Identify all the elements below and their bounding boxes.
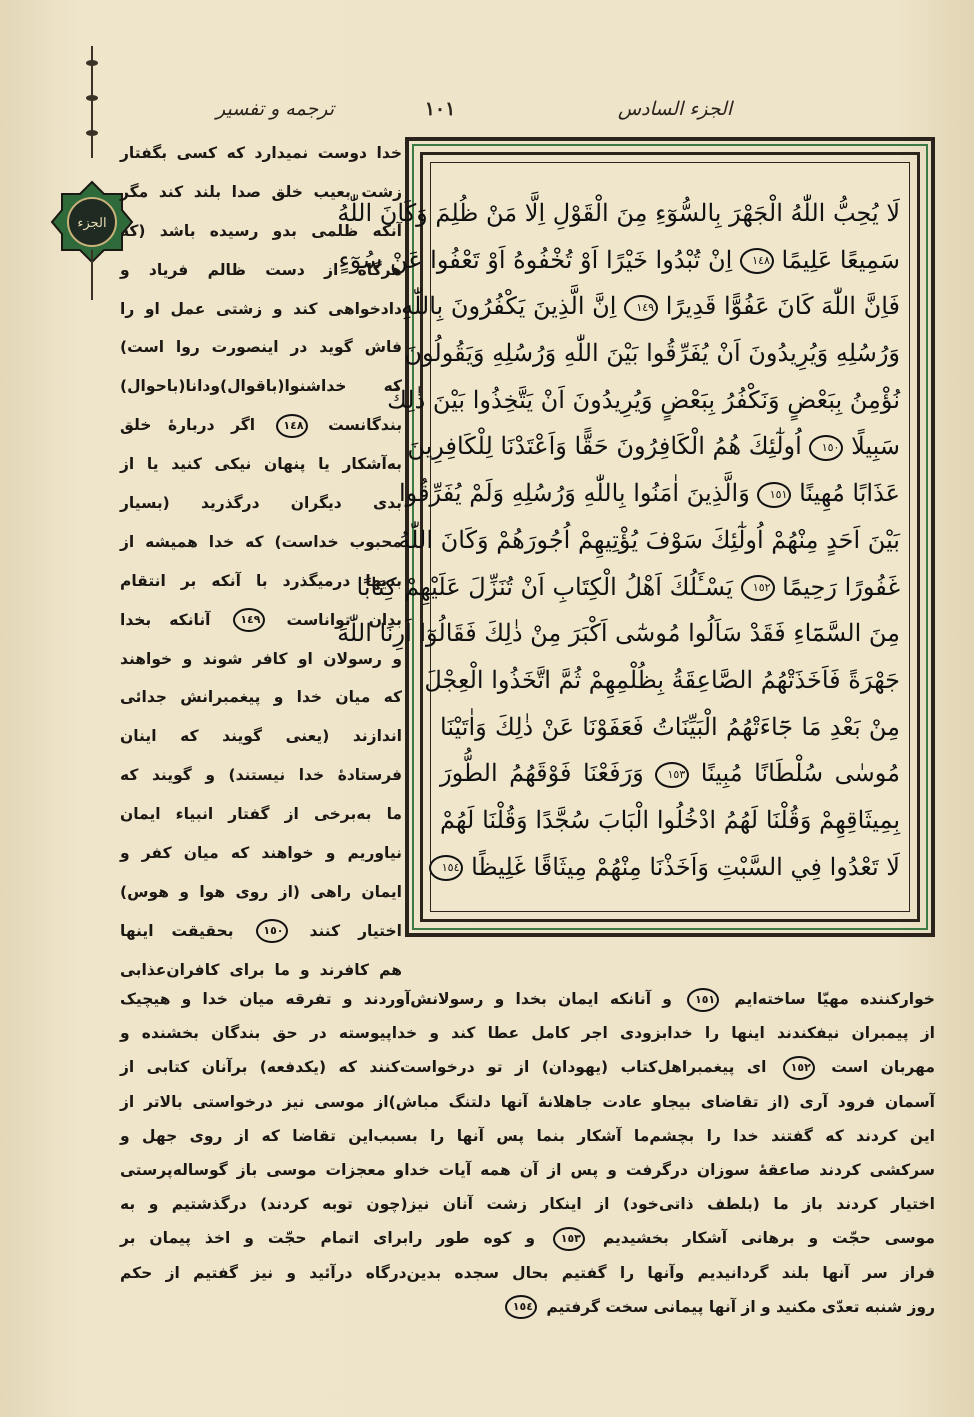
bottom-line xyxy=(120,1153,935,1187)
verse-number-marker: ١٥١ xyxy=(757,482,791,508)
column-line xyxy=(120,601,402,640)
column-line xyxy=(120,134,402,173)
column-line xyxy=(120,678,402,717)
text-segment: مهربان است xyxy=(831,1058,935,1077)
text-segment: اختیار کردند باز ما (بلطف ذاتی‌خود) از اینکار زشت آنان نیز(چون توبه کردند) درگذشتیم و به xyxy=(120,1195,935,1214)
verse-number-marker: ١٥٢ xyxy=(741,575,775,601)
verse-number-marker: ١٤٨ xyxy=(740,248,774,274)
column-line xyxy=(120,834,402,873)
text-segment: سَبِيلًا xyxy=(851,432,900,461)
text-segment: بدان تواناست xyxy=(286,610,403,629)
ornament-stem-bottom xyxy=(91,250,93,300)
text-segment: و آنانکه ایمان بخدا و رسولانش‌آوردند و تفرقه میان خدا و هیچیک xyxy=(120,990,672,1008)
text-segment: بِمِيثَاقِهِمْ وَقُلْنَا لَهُمُ ادْخُلُوا الْبَابَ سُجَّدًا وَقُلْنَا لَهُمْ xyxy=(440,805,900,834)
text-segment: وَرَفَعْنَا فَوْقَهُمُ الطُّورَ xyxy=(440,759,644,788)
verse-number-marker: ١٤٨ xyxy=(276,414,308,438)
text-segment: خدا دوست نمیدارد که کسی بگفتار xyxy=(120,144,402,162)
text-segment: روز شنبه تعدّی مکنید و از آنها پیمانی سخت گرفتیم xyxy=(546,1297,935,1316)
column-line xyxy=(120,873,402,912)
text-segment: بَيْنَ اَحَدٍ مِنْهُمْ اُولٰٓئِكَ سَوْفَ يُؤْتِيهِمْ اُجُورَهُمْ وَكَانَ اللّٰهُ xyxy=(398,525,900,554)
arabic-line xyxy=(440,797,900,844)
text-segment: يَسْـَٔلُكَ اَهْلُ الْكِتَابِ اَنْ تُنَزِّلَ عَلَيْهِمْ كِتَابًا xyxy=(356,572,733,601)
text-segment: سرکشی کردند صاعقهٔ سوزان درگرفت و پس از آن همه آیات خداو معجزات موسی باز گوساله‌پرستی xyxy=(120,1160,935,1179)
text-segment: بحقیقت اینها xyxy=(120,921,234,940)
text-segment: آنانکه بخدا xyxy=(120,610,211,629)
arabic-line xyxy=(356,564,900,611)
verse-number-marker: ١٥٤ xyxy=(429,855,463,881)
text-segment: و رسولان او کافر شوند و خواهند xyxy=(120,649,402,668)
text-segment: اِنْ تُبْدُوا خَيْرًا اَوْ تُخْفُوهُ اَوْ تَعْفُوا عَنْ سُوٓءٍ xyxy=(338,245,733,274)
text-segment: خوارکننده مهیّا ساخته‌ایم xyxy=(734,990,935,1008)
verse-number-marker: ١٥٢ xyxy=(783,1056,815,1080)
column-line xyxy=(120,523,402,562)
column-line xyxy=(120,173,402,212)
text-segment: بندگانست xyxy=(328,416,403,435)
bottom-line xyxy=(120,1016,935,1050)
column-line xyxy=(120,562,402,601)
text-segment: غَفُورًا رَحِيمًا xyxy=(782,572,900,601)
text-segment: فراز سر آنها بلند گردانیدیم وآنها را گفتیم بحال سجده بدین‌درگاه درآئید و نیز گفتیم از حکم xyxy=(120,1263,935,1282)
text-segment: آنکه ظلمی بدو رسیده باشد (که xyxy=(120,221,402,240)
text-segment: از پیمبران نیفکندند اینها را خدابزودی اجر کامل عطا کند و خداپیوسته در حق بندگان بخشنده و xyxy=(120,1024,935,1043)
bottom-line xyxy=(120,1085,935,1119)
text-segment: فَاِنَّ اللّٰهَ كَانَ عَفُوًّا قَدِيرًا xyxy=(665,292,900,321)
ornament-bead xyxy=(86,95,98,101)
arabic-line xyxy=(440,844,900,891)
column-line xyxy=(120,445,402,484)
bottom-line xyxy=(120,1119,935,1153)
bottom-line xyxy=(120,1187,935,1221)
text-segment: عَذَابًا مُهِينًا xyxy=(799,479,900,508)
running-header-right: الجزء السادس xyxy=(617,98,733,120)
text-segment: لَا يُحِبُّ اللّٰهُ الْجَهْرَ بِالسُّوٓءِ مِنَ الْقَوْلِ اِلَّا مَنْ ظُلِمَ وَكَانَ اللّٰهُ xyxy=(337,199,900,227)
text-segment: ما به‌برخی از گفتار انبیاء ایمان xyxy=(120,805,402,824)
verse-number-marker: ١٥١ xyxy=(687,988,719,1012)
verse-number-marker: ١٤٩ xyxy=(233,608,265,632)
text-segment: که میان خدا و پیغمبرانش جدائی xyxy=(120,688,402,707)
text-segment: اِنَّ الَّذِينَ يَكْفُرُونَ بِاللّٰهِ xyxy=(401,292,617,321)
text-segment: بدی دیگران درگذرید (بسیار xyxy=(120,494,402,513)
column-line xyxy=(120,290,402,329)
text-segment: وَالَّذِينَ اٰمَنُوا بِاللّٰهِ وَرُسُلِهِ وَلَمْ يُفَرِّقُوا xyxy=(399,479,750,508)
arabic-line xyxy=(337,190,900,237)
column-line xyxy=(120,484,402,523)
text-segment: وَرُسُلِهِ وَيُرِيدُونَ اَنْ يُفَرِّقُوا بَيْنَ اللّٰهِ وَرُسُلِهِ وَيَقُولُونَ xyxy=(404,339,900,368)
column-line xyxy=(120,251,402,290)
verse-number-marker: ١٥٠ xyxy=(256,919,288,943)
arabic-line xyxy=(387,377,900,424)
arabic-line xyxy=(398,517,900,564)
text-segment: هرگاه از دست ظالم فریاد و xyxy=(120,260,402,279)
column-line xyxy=(120,212,402,251)
text-segment: زشت بعیب خلق صدا بلند کند مگر xyxy=(120,182,402,201)
text-segment: و کوه طور رابرای اتمام حجّت و اخذ پیمان بر xyxy=(120,1229,535,1248)
medallion-label: الجزء xyxy=(77,216,107,231)
text-segment: موسی حجّت و برهانی آشکار بخشیدیم xyxy=(602,1229,935,1248)
column-line xyxy=(120,367,402,406)
column-line xyxy=(120,717,402,756)
column-line xyxy=(120,756,402,795)
running-header-left: ترجمه و تفسیر xyxy=(215,98,334,120)
verse-number-marker: ١٤٩ xyxy=(624,295,658,321)
text-segment: دادخواهی کند و زشتی عمل او را xyxy=(120,299,402,318)
arabic-line xyxy=(404,330,900,377)
text-segment: جَهْرَةً فَاَخَذَتْهُمُ الصَّاعِقَةُ بِظُلْمِهِمْ ثُمَّ اتَّخَذُوا الْعِجْلَ xyxy=(424,665,900,694)
text-segment: فرستادهٔ خدا نیستند) و گویند که xyxy=(120,766,402,785)
ornament-bead xyxy=(86,60,98,66)
column-line xyxy=(120,640,402,679)
text-segment: مِنْ بَعْدِ مَا جَٓاءَتْهُمُ الْبَيِّنَاتُ فَعَفَوْنَا عَنْ ذٰلِكَ وَاٰتَيْنَا xyxy=(440,712,900,741)
column-line xyxy=(120,912,402,951)
text-segment: اُولٰٓئِكَ هُمُ الْكَافِرُونَ حَقًّا وَاَعْتَدْنَا لِلْكَافِرِينَ xyxy=(407,432,802,461)
arabic-line xyxy=(440,704,900,751)
bottom-line xyxy=(120,982,935,1016)
column-line xyxy=(120,328,402,367)
arabic-line xyxy=(440,750,900,797)
bottom-line xyxy=(120,1050,935,1084)
bottom-line xyxy=(120,1221,935,1255)
text-segment: مِنَ السَّمَٓاءِ فَقَدْ سَاَلُوا مُوسٰٓى اَكْبَرَ مِنْ ذٰلِكَ فَقَالُوٓا اَرِنَا اللّٰهَ xyxy=(337,619,900,648)
verse-number-marker: ١٥٤ xyxy=(505,1295,537,1319)
text-segment: فاش گوید در اینصورت روا است) xyxy=(120,338,402,357)
arabic-line xyxy=(399,470,900,517)
arabic-line xyxy=(338,237,900,284)
page-number: ١٠١ xyxy=(424,98,456,120)
text-segment: که خداشنوا(باقوال)ودانا(باحوال) xyxy=(120,377,402,396)
verse-number-marker: ١٥٣ xyxy=(553,1227,585,1251)
verse-number-marker: ١٥٣ xyxy=(655,762,689,788)
bottom-line xyxy=(120,1290,935,1324)
text-segment: ای پیغمبراهل‌کتاب (یهودان) از تو درخواست‌کنند که (یکدفعه) برآنان کتابی از xyxy=(120,1058,767,1077)
text-segment: ایمان راهی (از روی هوا و هوس) xyxy=(120,882,402,901)
text-segment: به‌آشکار یا پنهان نیکی کنید یا از xyxy=(120,455,402,474)
bottom-line xyxy=(120,1256,935,1290)
translation-column xyxy=(120,134,402,990)
text-segment: اندازند (یعنی گویند که اینان xyxy=(120,727,402,746)
text-segment: نیاوریم و خواهند که میان کفر و xyxy=(120,844,402,863)
text-segment: اگر دربارهٔ خلق xyxy=(120,416,256,435)
text-segment: این کردند که گفتند خدا را بچشم‌ما آشکار بنما پس آنها را بسبب‌این تقاضا که از روی جهل و xyxy=(120,1126,935,1145)
arabic-line xyxy=(407,423,900,470)
text-segment: بدیها درمیگذرد با آنکه بر انتقام xyxy=(120,571,402,590)
text-segment: لَا تَعْدُوا فِي السَّبْتِ وَاَخَذْنَا مِنْهُمْ مِيثَاقًا غَلِيظًا xyxy=(471,852,900,881)
translation-bottom xyxy=(120,982,935,1324)
text-segment: هم کافرند و ما برای کافران‌عذابی xyxy=(120,960,402,979)
text-segment: اختیار کنند xyxy=(309,921,402,940)
column-line xyxy=(120,406,402,445)
text-segment: سَمِيعًا عَلِيمًا xyxy=(781,245,900,274)
text-segment: محبوب خداست) که خدا همیشه از xyxy=(120,532,402,551)
verse-number-marker: ١٥٠ xyxy=(809,435,843,461)
arabic-line xyxy=(424,657,900,704)
arabic-line xyxy=(401,283,900,330)
ornament-bead xyxy=(86,130,98,136)
text-segment: آسمان فرود آری (از تقاضای بیجاو عادت جاهلانهٔ آنها دلتنگ مباش)از موسی نیز درخواستی بالاتر از xyxy=(120,1092,935,1111)
text-segment: مُوسٰى سُلْطَانًا مُبِينًا xyxy=(700,759,900,788)
column-line xyxy=(120,795,402,834)
text-segment: نُؤْمِنُ بِبَعْضٍ وَنَكْفُرُ بِبَعْضٍ وَيُرِيدُونَ اَنْ يَتَّخِذُوا بَيْنَ ذٰلِكَ xyxy=(387,385,900,414)
